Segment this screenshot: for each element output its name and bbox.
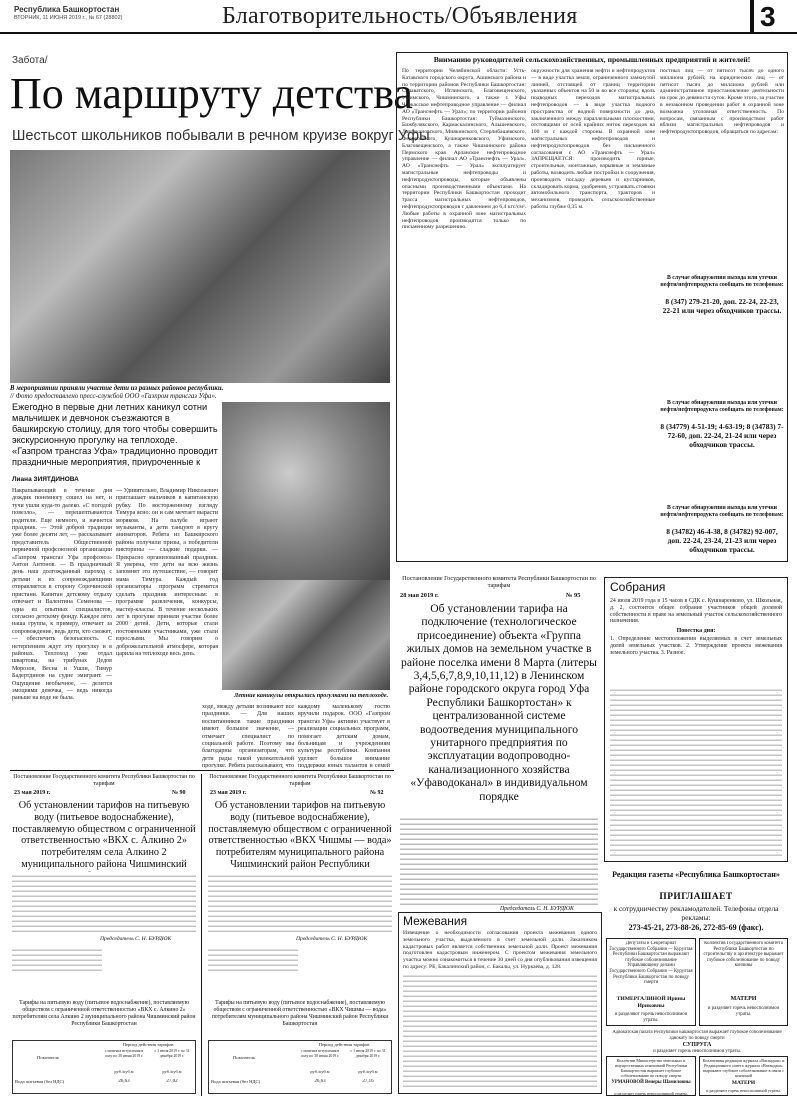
- warning-col-3: постных лиц — от пятисот тысяч до одного миллиона рублей; на юридических лиц — от пятисот тысяч до миллиона рублей или административное приостановление деятельности на срок до девяноста суток. Кроме этого, за участие в незаконном проведении работ в охранной зоне возможна уголовная ответственность. По вопросам, связанным с производством работ вблизи магистральных нефтепроводов и нефтепродуктопроводов, обращаться по адресам:: [660, 68, 784, 136]
- editorial-text: к сотрудничеству рекламодателей. Телефоны отдела рекламы:: [613, 904, 779, 922]
- table90-r0c0: Вода питьевая (без НДС): [15, 1079, 65, 1084]
- tariff-table-90: [12, 1040, 196, 1094]
- condolence-1-tail: и разделяют горечь невосполнимой утраты.: [614, 1012, 688, 1023]
- decree-90-date: 23 мая 2019 г.: [14, 790, 51, 796]
- mezhevanie-title: Межевания: [403, 914, 468, 928]
- assembly-agenda: 1. Определение местоположения выделяемых в счет земельных долей земельных участков. 2. Утверждение проекта межевания земельного участка. 3. Разное.: [610, 636, 782, 656]
- decrees-divider: [201, 774, 202, 1096]
- decree-92-org: Постановление Государственного комитета Республики Башкортостан по тарифам: [209, 774, 391, 787]
- contact-tuymazy-phones: 8 (34782) 46-4-38, 8 (34782) 92-007, доп. 22-24, 23-24, 21-23 или через обходчиков трассы.: [666, 527, 778, 554]
- warning-col-2: окружности для хранения нефти и нефтепродуктов — в виде участка земли, ограниченного замкнутой линией, отстоящей от границ территории указанных объектов на 50 м во все стороны; вдоль подводных переходов магистральных нефтепроводов — в виде участка водного пространства от водной поверхности до дна, заключенного между параллельными плоскостями, отстоящими от осей крайних ниток переходов на 100 м с каждой стороны. В охранной зоне магистральных нефтепроводов и нефтепродуктопроводов без письменного согласования с АО «Транснефть — Урал» ЗАПРЕЩАЕТСЯ: производить горные, строительные, монтажные, взрывные и земляные работы, возводить любые постройки и сооружения, производить посадку деревьев и кустарников, складировать корма, удобрения, устраивать стоянки автомобильного транспорта, тракторов и механизмов, проводить сельскохозяйственные работы глубже 0,35 м.: [531, 68, 655, 210]
- condolence-5-tail: и разделяют горечь невосполнимой утраты.: [706, 1088, 781, 1093]
- table92-r0c1: 26,63: [314, 1079, 326, 1084]
- table92-h2: с момента вступления в силу по 30 июня 2019 г.: [300, 1049, 340, 1058]
- assembly-agenda-title: Повестка дня:: [676, 628, 716, 634]
- photo1-credit: // Фото предоставлено пресс-службой ООО «Газпром трансгаз Уфа».: [10, 393, 217, 400]
- condolence-3-text: Адвокатская палата Республики Башкортостан выражает глубокое соболезнование адвокату по поводу смерти: [612, 1030, 782, 1041]
- table92-u1: руб./куб.м: [358, 1069, 378, 1074]
- article-photo-boat: [222, 580, 390, 690]
- article-col-1: Накрапывающий в течение дня дождик понемногу сошел на нет, и тучи ушли куда-то далеко. «С погодой повезло», — перешептываются родители. Еще немного, и начнется праздник. — Этой доброй традиции уже более десяти лет, — рассказывает представитель Общественной первичной профсоюзной организации «Газпром трансгаз Уфа профсоюз» Антон Антонов. — В праздничный день наш долгожданный пароход с детьми и их сопровождающими отправляется в сторону Сорочинской пристани. Капитан детскому отдыху отвечает и Валентина Семенова — одна из опытных специалистов, согласно детскому фонду. Каждое лето наша группа, к примеру, отвечает за сопровождение, ведь дети, кто сможет, — обеспечить безопасность. С нетерпением ждут эту прогулку и в районах. Теплоход уже отдал швартовы, на трибунах Дедов Морозов, Весна и Ушли, Тимур Бадертдинов на судне эмигрант. — Ощущение необычное, — делится эмоциями девочка, — ведь никогда раньше на воде не была.: [12, 488, 112, 702]
- mezhevanie-text: Извещение о необходимости согласования проекта межевания одного земельного участка, выделяемого в счет земельной доли. Заказчиком кадастровых работ является собственник земельной доли. Проект межевания подготовлен кадастровым инженером. С проектом межевания земельного участка можно ознакомиться в течение 30 дней со дня опубликования извещения по адресу: РБ, Бакалинский район, с. Бакалы, ул. Нуркаева, д. 128.: [403, 930, 597, 970]
- warning-title: Вниманию руководителей сельскохозяйственных, промышленных предприятий и жителей!: [433, 55, 751, 64]
- decree-92-signer: Председатель С. Н. БУРДЮК: [296, 936, 368, 942]
- decree-92-reg: [208, 946, 298, 972]
- editorial-invite: ПРИГЛАШАЕТ: [659, 892, 733, 902]
- table92-r0c0: Вода питьевая (без НДС): [211, 1079, 261, 1084]
- decree-90-body: [12, 872, 196, 934]
- table92-r0c2: 27,16: [362, 1079, 374, 1084]
- header-accent: [750, 0, 754, 34]
- table90-r0c2: 27,02: [166, 1079, 178, 1084]
- photo1-caption: В мероприятии приняли участие дети из разных районов республики.: [10, 385, 224, 392]
- decree-95-date: 28 мая 2019 г.: [400, 592, 439, 599]
- table92-h0: Показатель: [233, 1055, 255, 1060]
- table90-u0: руб./куб.м: [114, 1069, 134, 1074]
- table92-u0: руб./куб.м: [310, 1069, 330, 1074]
- page-number: 3: [760, 1, 776, 32]
- decree-95-signer: Председатель С. Н. БУРДЮК: [500, 906, 574, 912]
- table92-h3: с 1 июля 2019 г. по 31 декабря 2019 г.: [350, 1049, 386, 1058]
- condolence-2-tail: и разделяет горечь невосполнимой утраты.: [707, 1006, 780, 1017]
- tariff-table-92: [208, 1040, 392, 1094]
- article-title: По маршруту детства: [10, 69, 413, 118]
- decree-90-reg: [12, 946, 102, 972]
- article-col-2: — Удивительно, Владимир Николаевич приглашает мальчиков в капитанскую рубку. По восторженному взгляду Тимура ясно: он и сам мечтает вырасти моряком. На палубе играют музыканты, а дети танцуют в кругу аниматоров. Ребята из Башкирского района получили призы, а победители викторины — сладкие подарки. — Прекрасно организованный праздник. Я уверена, что дети на всю жизнь запомнят это путешествие, — говорит мама Тимура. Каждый год организаторы программ стремятся сделать праздник интересным: в программе развлечения, конкурсы, мастер-классы. В течение нескольких лет в прогулке приняли участие более 2000 детей. Дети, которые стали постоянными участниками, уже стали взрослыми. Мы говорим о доброжелательной атмосфере, которая царила на теплоходе весь день.: [116, 488, 218, 657]
- decree-95-num: № 95: [566, 592, 581, 599]
- editorial-title: Редакция газеты «Республика Башкортостан»: [612, 870, 780, 879]
- condolence-5-text: Коллективы редакции журнала «Ватандаш» и Редакционного совета журнала «Ватандаш» выражают глубокое соболезнование в связи с кончиной: [702, 1058, 785, 1078]
- contact-arlan-title: В случае обнаружения выхода или утечки нефти/нефтепродукта сообщать по телефонам:: [660, 400, 784, 413]
- decree-90-num: № 90: [172, 790, 186, 796]
- decree-92-num: № 92: [370, 790, 384, 796]
- condolence-2-name: МАТЕРИ: [730, 996, 757, 1002]
- table90-h3: с 1 июля 2019 г. по 31 декабря 2019 г.: [154, 1049, 190, 1058]
- decree-90-signer: Председатель С. Н. БУРДЮК: [100, 936, 172, 942]
- assembly-body-lines: [610, 686, 782, 856]
- mezhevanie-body-lines: [403, 972, 597, 1090]
- decree-90-table-title: Тарифы на питьевую воду (питьевое водоснабжение), поставляемую обществом с ограниченной ответственностью «ВКХ с. Алкино 2» потребителям села Алкино 2 муниципального района Чишминский район Республики Башкортостан: [12, 1000, 196, 1027]
- decree-92-title: Об установлении тарифов на питьевую воду (питьевое водоснабжение), поставляемую обществом с ограниченной ответственностью «ВКХ Чишмы — вода» потребителям муниципального района Чишминский район Республики: [208, 800, 392, 870]
- condolence-1-text: Депутаты и Секретариат Государственного Собрания — Курултая Республики Башкортостан выражают глубокое соболезнование Управляющему делами Государственного Собрания — Курултая Республики Башкортостан по поводу смерти: [609, 941, 693, 986]
- table90-h2: с момента вступления в силу по 30 июня 2019 г.: [104, 1049, 144, 1058]
- date-line: ВТОРНИК, 11 ИЮНЯ 2019 г., № 67 (28802): [14, 15, 123, 21]
- header-rule: [0, 32, 797, 34]
- decree-92-table-title: Тарифы на питьевую воду (питьевое водоснабжение), поставляемую обществом с ограниченной ответственностью «ВКХ Чишмы — вода» потребителям муниципального района Чишминский район Республики Башкортостан: [211, 1000, 389, 1027]
- editorial-phones: 273-45-21, 273-88-26, 272-85-69 (факс).: [628, 923, 764, 932]
- table90-u1: руб./куб.м: [162, 1069, 182, 1074]
- article-rubric: Забота/: [12, 55, 48, 66]
- article-col-3: ходе, между детьми возникают все праздники. — Для наших воспитанников такие праздники имеют большое значение, — отмечает специалист по социальной работе. Поэтому мы благодарны организаторам, что дети рады такой увлекательной прогулке. Ребята рассказывают, что: [202, 704, 294, 768]
- table90-r0c1: 26,63: [118, 1079, 130, 1084]
- condolence-5-name: МАТЕРИ: [731, 1080, 756, 1086]
- contact-tuymazy-title: В случае обнаружения выхода или утечки нефти/нефтепродукта сообщать по телефонам:: [660, 505, 784, 518]
- condolence-2-text: Коллектив Государственного комитета Республики Башкортостан по строительству и архитектуре выражает глубокое соболезнование по поводу кончины: [703, 941, 784, 969]
- decree-95-body: [400, 815, 598, 905]
- condolence-4-text: Коллектив Министерства земельных и имущественных отношений Республики Башкортостан выражает глубокое соболезнование по поводу смерти: [614, 1058, 688, 1078]
- contact-arlan-phones: 8 (34779) 4-51-19; 4-63-19; 8 (34783) 7-72-60, доп. 22-24, 21-24 или через обходчиков трассы.: [660, 422, 784, 449]
- condolence-4-name: УРМАНОВОЙ Венеры Шамиловны: [611, 1080, 691, 1085]
- article-photo-girl: [222, 402, 390, 580]
- decree-95-title: Об установлении тарифа на подключение (технологическое присоединение) объекта «Группа жилых домов на земельном участке в районе поселка имени 8 Марта (литеры 3,4,5,6,7,8,9,10,11,12) в Ленинском районе городского округа город Уфа Республики Башкортостан» к централизованной системе водоотведения муниципального унитарного предприятия по эксплуатации водопроводно-канализационного хозяйства «Уфаводоканал» в индивидуальном порядке: [401, 602, 597, 803]
- article-col-4: каждому маленькому гостю вручили подарок. ООО «Газпром трансгаз Уфа» активно участвует в реализации социальных программ, помогает детским домам, больницам и учреждениям культуры республики. Компания уделяет большое внимание поддержке юных талантов и семей: [298, 704, 390, 768]
- article-photo-kids: [10, 150, 390, 383]
- article-author: Лиана ЗИЯТДИНОВА: [12, 476, 79, 483]
- warning-col-1: По территории Челябинской области: Усть-Катавского городского округа, Ашинского района и по территории районов Республики Башкортостан: Салаватского, Иглинского, Благовещенского, Уфимского, Чишминского, а также г. Уфы Черкасское нефтепроводное управление — филиал АО «Транснефть — Урал»; по территории районов Республики Башкортостан: Туймазинского, Бижбулякского, Кармаскалинского, Альшеевского, Давлекановского, Миякинского, Стерлибашевского, Федоровского, Кушнаренковского, Уфимского, Благовещенского, а также Чишминского района Пермского края Арланское нефтепроводное управление — филиал АО «Транснефть — Урал». АО «Транснефть — Урал» эксплуатирует магистральные нефтепроводы и нефтепродуктопроводы, которые объявлены опасными производственными объектами. На территории Республики Башкортостан проходит трасса магистральных нефтепроводов, нефтепродуктопроводов с давлением до 6,4 кгс/см². Любые работы в охранной зоне магистральных нефтепроводов производятся только по письменному разрешению.: [402, 68, 526, 231]
- article-subtitle: Шестьсот школьников побывали в речном круизе вокруг Уфы: [12, 128, 430, 144]
- decree-92-body: [208, 872, 392, 934]
- condolence-4-tail: и разделяет горечь невосполнимой утраты.: [614, 1091, 688, 1096]
- paper-name: Республика Башкортостан: [14, 5, 120, 14]
- contact-cherkassy-phones: 8 (347) 279-21-20, доп. 22-24, 22-23, 22-21 или через обходчиков трассы.: [662, 297, 782, 315]
- section-title: Благотворительность/Объявления: [222, 3, 578, 29]
- decree-92-date: 23 мая 2019 г.: [210, 790, 247, 796]
- table90-h1: Период действия тарифов: [122, 1042, 174, 1047]
- table90-h0: Показатель: [37, 1055, 59, 1060]
- assembly-text: 24 июля 2019 года в 15 часов в СДК с. Кушнаренково, ул. Школьная, д. 2, состоится общее собрание участников общей долевой собственности в праве на земельный участок сельскохозяйственного назначения.: [610, 598, 782, 625]
- table92-h1: Период действия тарифов: [318, 1042, 370, 1047]
- article-lead: Ежегодно в первые дни летних каникул сотни мальчишек и девчонок съезжаются в башкирскую столицу, для того чтобы совершить экскурсионную прогулку на теплоходе. «Газпром трансгаз Уфа» традиционно проводит праздничные мероприятия, приуроченные к: [12, 402, 218, 466]
- decree-90-title: Об установлении тарифов на питьевую воду (питьевое водоснабжение), поставляемую обществом с ограниченной ответственностью «ВКХ с. Алкино 2» потребителям села Алкино 2 муниципального района Чишминский: [12, 800, 196, 870]
- decree-90-org: Постановление Государственного комитета Республики Башкортостан по тарифам: [13, 774, 195, 787]
- condolence-3-tail: и разделяет горечь невосполнимой утраты.: [653, 1049, 741, 1054]
- condolence-3-name: СУПРУГА: [682, 1042, 712, 1048]
- photo2-caption: Летние каникулы открылись прогулками на теплоходе.: [234, 692, 389, 699]
- assembly-title: Собрания: [610, 580, 666, 594]
- decree-95-org: Постановление Государственного комитета Республики Башкортостан по тарифам: [402, 575, 596, 590]
- condolence-1-name: ТИМЕРГАЛИНОЙ Ирины Ириковны: [616, 996, 686, 1009]
- decrees-top-rule: [10, 770, 394, 771]
- contact-cherkassy-title: В случае обнаружения выхода или утечки нефти/нефтепродукта сообщать по телефонам:: [660, 275, 784, 288]
